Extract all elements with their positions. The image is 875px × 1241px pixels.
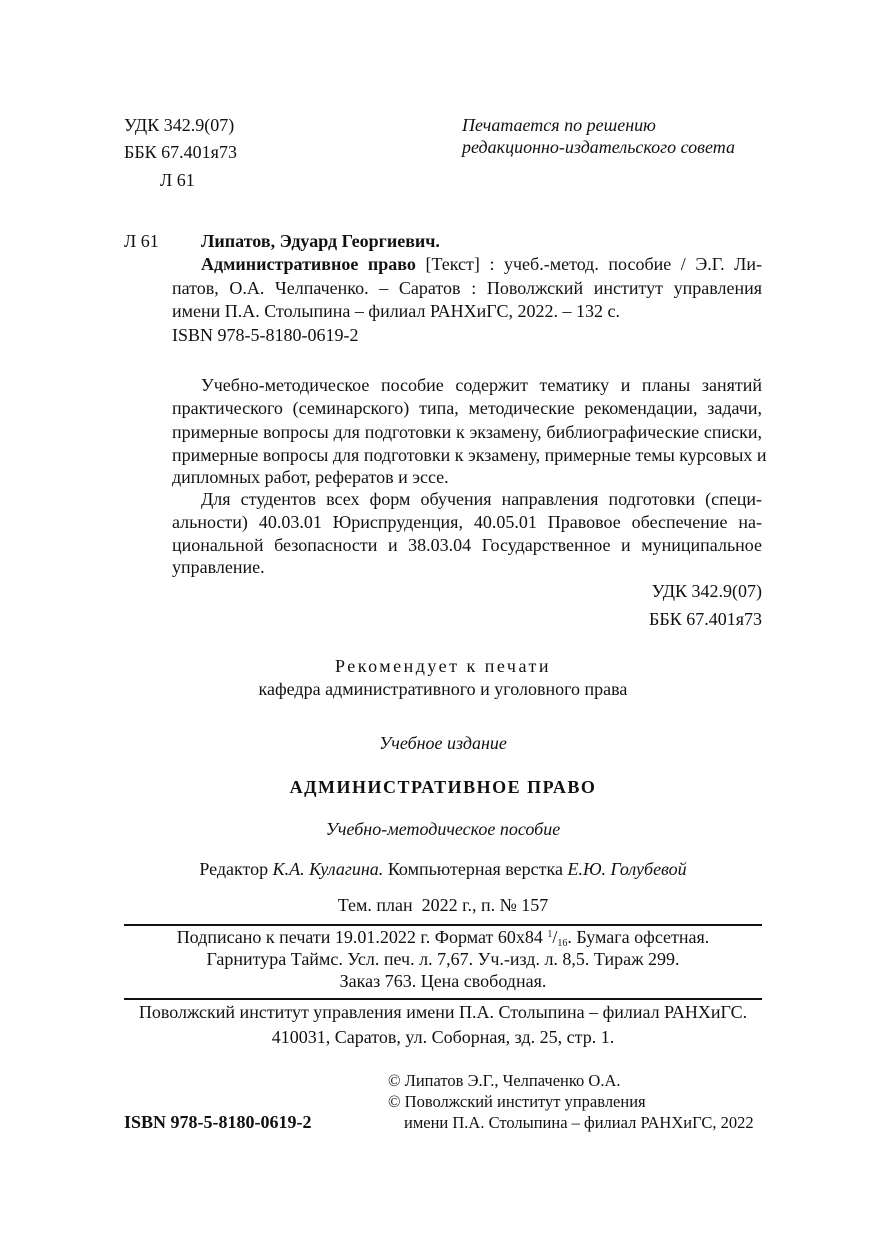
bib-line: имени П.А. Столыпина – филиал РАНХиГС, 2022. – 132 с. [172, 301, 620, 321]
copyright-institute-cont: имени П.А. Столыпина – филиал РАНХиГС, 2022 [404, 1113, 754, 1132]
publisher-address: 410031, Саратов, ул. Соборная, зд. 25, стр. 1. [271, 1027, 615, 1047]
annotation-line: примерные вопросы для подготовки к экзамену, примерные темы курсовых и [172, 445, 767, 465]
recommendation-heading: Рекомендует к печати [334, 656, 552, 676]
bib-isbn: ISBN 978-5-8180-0619-2 [172, 325, 359, 345]
audience-line: управление. [172, 557, 265, 577]
udk-code-bottom: УДК 342.9(07) [651, 581, 762, 601]
format-fraction-num: 1 [547, 929, 553, 940]
bib-line: патов, О.А. Челпаченко. – Саратов : Поволжский институт управления [172, 278, 762, 298]
editors-line [0, 858, 875, 880]
divider [124, 998, 762, 1000]
bib-title: Административное право [201, 254, 416, 274]
approval-line-1: Печатается по решению [462, 115, 656, 135]
imprint-line-1: Подписано к печати 19.01.2022 г. Формат 60х84 $^1/_{16}$. Бумага офсетная. [176, 927, 710, 949]
annotation-line: Учебно-методическое пособие содержит тематику и планы занятий [201, 375, 762, 395]
editor-label: Редактор [199, 859, 273, 879]
layout-name: Е.Ю. Голубевой [567, 859, 687, 879]
recommendation-department: кафедра административного и уголовного права [258, 679, 628, 699]
imprint-line-3: Заказ 763. Цена свободная. [339, 971, 547, 991]
copyright-institute: © Поволжский институт управления [388, 1092, 646, 1111]
bbk-code: ББК 67.401я73 [124, 142, 237, 162]
layout-label: Компьютерная верстка [383, 859, 568, 879]
audience-line: альности) 40.03.01 Юриспруденция, 40.05.01 Правовое обеспечение на- [172, 512, 762, 532]
bib-title-rest: [Текст] : учеб.-метод. пособие / Э.Г. Ли- [415, 254, 762, 274]
audience-line: Для студентов всех форм обучения направления подготовки (специ- [201, 489, 762, 509]
edition-subtitle: Учебно-методическое пособие [325, 819, 561, 839]
author-mark: Л 61 [160, 170, 195, 190]
publishing-plan: Тем. план 2022 г., п. № 157 [337, 895, 549, 915]
edition-title: АДМИНИСТРАТИВНОЕ ПРАВО [289, 777, 597, 797]
publisher-name: Поволжский институт управления имени П.А. Столыпина – филиал РАНХиГС. [138, 1002, 748, 1022]
copyright-authors: © Липатов Э.Г., Челпаченко О.А. [388, 1071, 621, 1090]
annotation-line: практического (семинарского) типа, методические рекомендации, задачи, [172, 398, 762, 418]
bib-title-line [201, 253, 762, 275]
imprint-paper: . Бумага офсетная. [567, 927, 710, 947]
editor-name: К.А. Кулагина. [272, 859, 384, 879]
bib-mark: Л 61 [124, 231, 159, 251]
imprint-line-2: Гарнитура Таймс. Усл. печ. л. 7,67. Уч.-изд. л. 8,5. Тираж 299. [206, 949, 680, 969]
annotation-line: примерные вопросы для подготовки к экзамену, библиографические списки, [172, 422, 762, 442]
isbn: ISBN 978-5-8180-0619-2 [124, 1112, 312, 1132]
audience-line: циональной безопасности и 38.03.04 Государственное и муниципальное [172, 535, 762, 555]
annotation-line: дипломных работ, рефератов и эссе. [172, 467, 449, 487]
edition-type: Учебное издание [379, 733, 507, 753]
imprint-signed: Подписано к печати 19.01.2022 г. Формат 60х84 [176, 927, 548, 947]
approval-line-2: редакционно-издательского совета [462, 137, 735, 157]
bib-author: Липатов, Эдуард Георгиевич. [201, 231, 440, 251]
format-fraction-den: 16 [557, 938, 568, 949]
bbk-code-bottom: ББК 67.401я73 [649, 609, 762, 629]
udk-code: УДК 342.9(07) [124, 115, 235, 135]
